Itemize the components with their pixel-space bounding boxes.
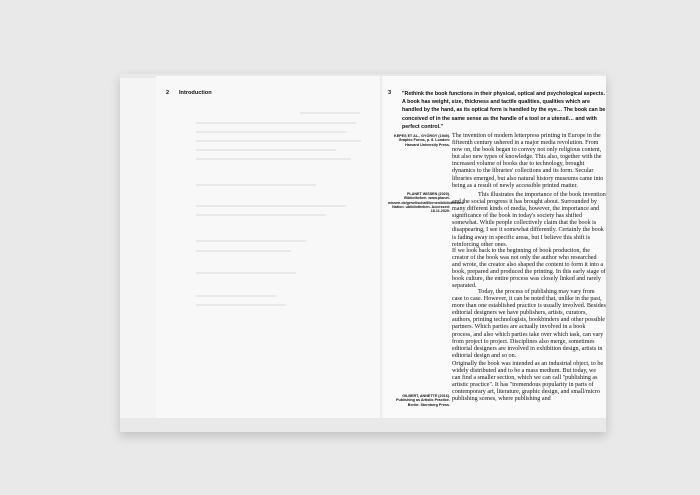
body-paragraph <box>452 192 606 249</box>
margin-note: PLANET WISSEN (2020). Bibliotheken. www.planet-wissen.de/gesellschaft/lernen/bibliotheken/ Nation. ubibliotheken. Accessed: 18.11.2020. <box>388 192 464 214</box>
body-paragraph <box>452 248 606 291</box>
paragraph-text: Today, the process of publishing may vary from case to case. However, it can be noted that, unlike in the past, more than one established practice is usually involved. Besides editorial designers we have publishers, artists, curators, authors, printing technologists, bookbinders and other possible partners. Which parties are actually involved in a book process, and also which parties take over which task, can vary from project to project. Disciplines also merge, sometimes editorial designers are involved in exhibition design, artists in editorial design and so on. <box>452 289 606 359</box>
chapter-title: Introduction <box>179 90 212 96</box>
margin-note: KEPES ET AL., GYÖRGY (1949). Graphic Forms, p. 8. London: Harvard University Press. <box>394 134 450 147</box>
show-through-text <box>300 112 360 114</box>
book-gutter <box>380 76 384 418</box>
show-through-text <box>196 158 351 160</box>
body-paragraph <box>452 133 606 190</box>
left-page-number: 2 <box>166 90 170 96</box>
right-page-number: 3 <box>388 90 392 96</box>
show-through-text <box>196 140 361 142</box>
body-paragraph <box>452 289 606 360</box>
body-paragraph <box>452 361 606 404</box>
left-page <box>156 76 382 418</box>
show-through-text <box>196 304 286 306</box>
show-through-text <box>196 240 306 242</box>
show-through-text <box>196 149 336 151</box>
back-page <box>120 78 157 418</box>
show-through-text <box>196 205 346 207</box>
paragraph-text: This illustrates the importance of the book invention and the social progress it has brought about. Surrounded by many different kinds of media, however, the importance and significance of the book in today's society has shifted somewhat. While people collectively claim that the book is disappearing, I see it somewhat differently. Certainly the book is fading away in specific areas, but I believe this shift is reinforcing other ones. <box>452 192 606 248</box>
show-through-text <box>196 131 346 133</box>
show-through-text <box>196 272 296 274</box>
paragraph-text: The invention of modern letterpress printing in Europe in the fifteenth century ushered in a major media revolution. From now on, the book began to convey not only religious content, but also new types of knowledge. This also, together with the increased volume of books due to technology, brought dynamics to the libraries' collections and its form. Secular libraries emerged, but also natural history museums came into being as a result of newly accessible printed matter. <box>452 133 604 189</box>
paragraph-text: Originally the book was intended as an industrial object, to be widely distributed and to be a mass medium. But today, we can find a smaller section, which we can call "publishing as artistic practice". It has "tremendous popularity in parts of contemporary art, literature, graphic design, and small/micro publishing scenes, where publishing and <box>452 361 604 403</box>
paragraph-text: If we look back to the beginning of book production, the creator of the book was not only the author who researched and wrote, the creator also shaped the content to form it into a book, prepared and produced the printing. In this early stage of book culture, the entire process was closely linked and rarely separated. <box>452 248 606 290</box>
show-through-text <box>196 250 291 252</box>
show-through-text <box>196 295 276 297</box>
pull-quote: "Rethink the book functions in their physical, optical and psychological aspects. A book has weight, size, thickness and tactile qualities, qualities which are handled by the hand, as its optical form is handled by the eye… The book can be conceived of in the same sense as the handle of a tool or a utensil… and with perfect control." <box>402 91 606 130</box>
show-through-text <box>196 184 316 186</box>
margin-note: GILBERT, ANNETTE (2016). Publishing as Artistic Practice. Berlin: Sternberg Press. <box>396 394 450 407</box>
show-through-text <box>196 122 356 124</box>
show-through-text <box>196 214 326 216</box>
